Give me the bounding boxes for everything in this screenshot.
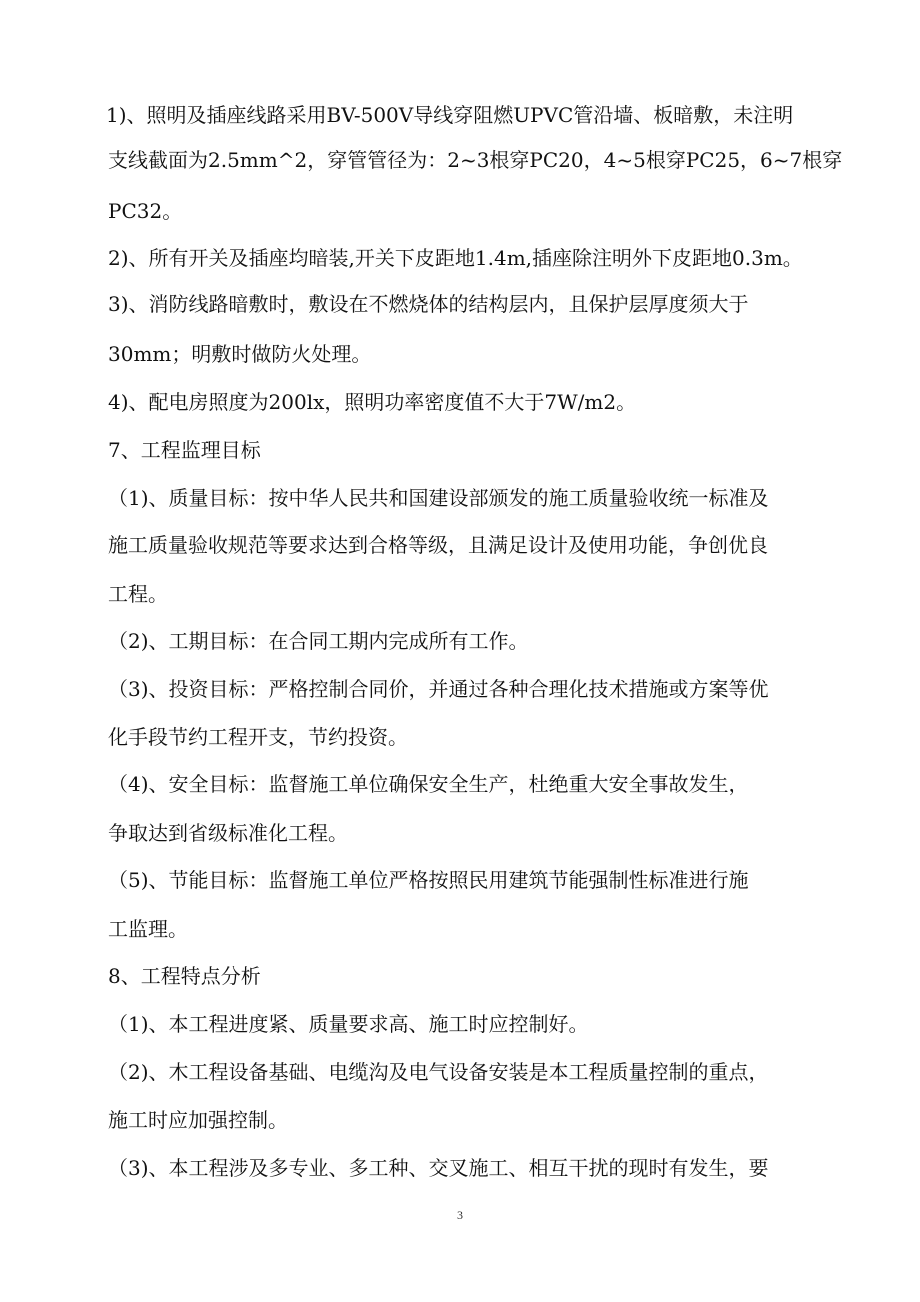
text-line: （2)、工期目标：在合同工期内完成所有工作。 — [108, 629, 529, 653]
section-heading: 8、工程特点分析 — [108, 964, 261, 988]
text-line: 1)、照明及插座线路采用BV-500V导线穿阻燃UPVC管沿墙、板暗敷，未注明 — [106, 103, 794, 127]
section-heading: 7、工程监理目标 — [108, 438, 261, 462]
page-number: 3 — [457, 1208, 463, 1222]
text-line: 施工时应加强控制。 — [108, 1108, 288, 1132]
text-line: 工程。 — [108, 582, 168, 606]
text-line: （5)、节能目标：监督施工单位严格按照民用建筑节能强制性标准进行施 — [108, 868, 749, 892]
text-line: 3)、消防线路暗敷时，敷设在不燃烧体的结构层内，且保护层厚度须大于 — [108, 292, 749, 316]
text-line: （2)、木工程设备基础、电缆沟及电气设备安装是本工程质量控制的重点， — [108, 1060, 769, 1084]
text-line: 工监理。 — [108, 917, 188, 941]
text-line: （4)、安全目标：监督施工单位确保安全生产，杜绝重大安全事故发生， — [108, 772, 749, 796]
text-line: （1)、质量目标：按中华人民共和国建设部颁发的施工质量验收统一标准及 — [108, 486, 769, 510]
text-line: PC32。 — [108, 199, 183, 223]
text-line: 支线截面为2.5mm^2，穿管管径为：2~3根穿PC20，4~5根穿PC25，6~7根穿 — [108, 148, 843, 172]
text-line: 2)、所有开关及插座均暗装,开关下皮距地1.4m,插座除注明外下皮距地0.3m。 — [108, 246, 803, 270]
text-line: （1)、本工程进度紧、质量要求高、施工时应控制好。 — [108, 1012, 589, 1036]
text-line: 4)、配电房照度为200lx，照明功率密度值不大于7W/m2。 — [108, 390, 637, 414]
text-line: 30mm；明敷时做防火处理。 — [108, 342, 372, 366]
text-line: 施工质量验收规范等要求达到合格等级，且满足设计及使用功能，争创优良 — [108, 533, 768, 557]
text-line: （3)、本工程涉及多专业、多工种、交叉施工、相互干扰的现时有发生，要 — [108, 1156, 769, 1180]
text-line: （3)、投资目标：严格控制合同价，并通过各种合理化技术措施或方案等优 — [108, 677, 769, 701]
text-line: 争取达到省级标准化工程。 — [108, 821, 348, 845]
text-line: 化手段节约工程开支，节约投资。 — [108, 725, 408, 749]
